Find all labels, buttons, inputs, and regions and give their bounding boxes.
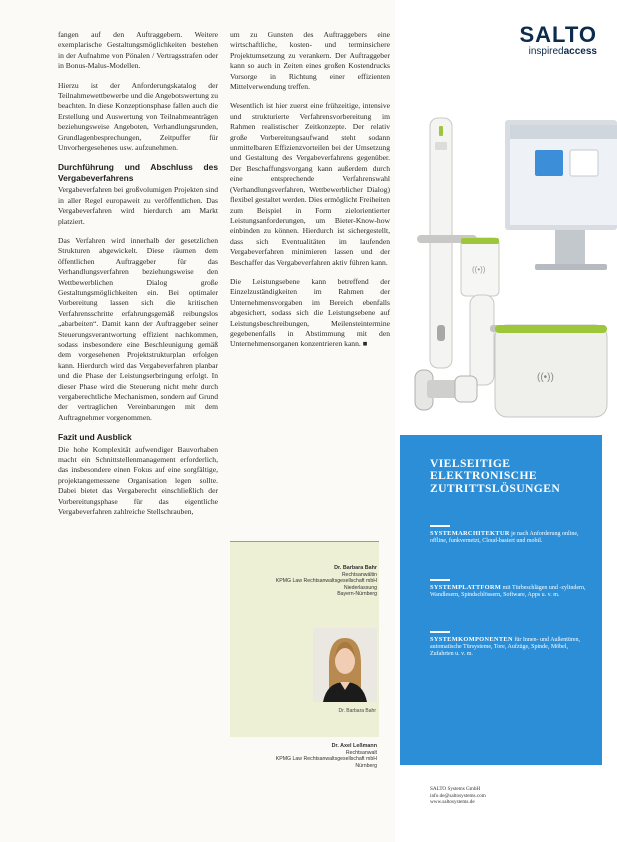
paragraph: Das Verfahren wird innerhalb der gesetzlichen Strukturen abgewickelt. Diese räumen dem öffentlichen Auftraggeber für das Verhandlungsverfahren beziehungsweise den Wettbewerblichen Dialog große Gestaltungsmöglichkeiten ein. Bei optimaler Vorbereitung lassen sich die kritischen Verfahrensschritte erfahrungsgemäß reibungslos „abarbeiten“. Damit kann der Auftraggeber seiner Steuerungsverantwortung effizient nachkommen, sodass insbesondere eine Beschleunigung gemäß dem vorgesehenen Projektstrukturplan erfolgen kann. Hierdurch wird das Vergabeverfahren planbar und die Phase der Leistungserbringung erfolgt. In dieser Phase wird die Steuerung nicht mehr durch vergaberechtliche Mechanismen, sondern auf Grund der vertraglichen Vereinbarungen mit dem Auftragnehmer vorgenommen. [58,235,218,422]
author-city: Bayern-Nürnberg [337,591,377,598]
svg-text:((•)): ((•)) [537,372,554,383]
feature-title: SYSTEMKOMPONENTEN [430,635,513,643]
paragraph: Wesentlich ist hier zuerst eine frühzeitige, intensive und strukturierte Verfahrensvorbereitung im Rahmen realistischer Zeitkonzepte. Der relativ große Vorbereitungsaufwand steht sodann unmittelbaren Effizienzvorteilen bei der Umsetzung und Gestaltung des Vergabeverfahrens gegenüber. Der Beschaffungsvorgang kann außerdem durch eine entsprechende Verfahrenswahl (Verhandlungsverfahren, Wettbewerblicher Dialog) flexibel gestaltet werden. Dies ermöglicht Freiheiten zum Beispiel in Form zielorientierter Leistungsanforderungen, um Bieter-Know-how einbinden zu können. Hierdurch ist sichergestellt, dass sich Eventualitäten im laufenden Vergabeverfahren minimieren lassen und der Beschaffer das Vergabeverfahren aktiv führen kann. [230,101,390,267]
author-role: Rechtsanwältin [341,571,377,578]
paragraph: fangen auf den Auftraggebern. Weitere exemplarische Gestaltungsmöglichkeiten bestehen in der Aufnahme von Pönalen / Vertragsstrafen oder in Bonus-Malus-Modellen. [58,30,218,71]
feature-item [430,525,590,545]
section-heading: Durchführung und Abschluss des Vergabeverfahrens [58,162,218,183]
ad-headline: VIELSEITIGE ELEKTRONISCHE ZUTRITTSLÖSUNGEN [430,457,561,495]
section-heading: Fazit und Ausblick [58,432,132,443]
ad-contact [430,786,486,806]
author-name: Dr. Axel Leßmann [331,743,377,749]
feature-item [430,631,590,659]
brand-tagline: inspiredaccess [528,46,597,57]
feature-item [430,579,590,599]
paragraph: um zu Gunsten des Auftraggebers eine wirtschaftliche, kosten- und terminsichere Projektumsetzung zu verankern. Der Auftraggeber kann so auch in Zeiten eines großen Kostendrucks Vorsorge in Richtung einer effizienten Mittelverwendung treffen. [230,30,390,92]
product-illustration [395,80,617,420]
feature-text: für Innen- und Außentüren, automatische Türsysteme, Tore, Aufzüge, Spinde, Möbel, Zufahrten u. v. m. [430,636,581,658]
divider [230,541,379,542]
feature-text: mit Türbeschlägen und -zylindern, Wandlesern, Spindschlössern, Software, Apps u. v. m. [430,584,586,598]
author-photo [313,628,377,702]
article-column-2 [230,30,390,359]
feature-text: je nach Anforderung online, offline, funkvernetzt, Cloud-basiert und mobil. [430,530,579,544]
paragraph: Hierzu ist der Anforderungskatalog der Teilnahmewettbewerbe und die Angebotswertung zu beachten. In diese Konzeptionsphase fallen auch die Erstellung und Auswertung von Teilnahmeanträgen beziehungsweise Angeboten, Verhandlungsrunden, Grundlagenbesprechungen, Zeitpuffer für Unvorhergesehenes usw. aufzunehmen. [58,80,218,153]
author-block [276,565,377,598]
divider [430,525,450,527]
author-block [276,743,377,769]
brand-name: SALTO [519,22,597,47]
author-name: Dr. Barbara Bahr [334,565,377,571]
author-city: Nürnberg [355,762,377,769]
portrait-image [313,628,377,702]
contact-line: SALTO Systems GmbH [430,786,481,792]
photo-caption: Dr. Barbara Bahr [338,708,376,714]
svg-text:((•)): ((•)) [472,265,486,274]
author-firm: KPMG Law Rechtsanwaltsgesellschaft mbH [275,756,377,763]
feature-title: SYSTEMPLATTFORM [430,583,502,591]
paragraph: Die hohe Komplexität aufwendiger Bauvorhaben macht ein Schnittstellenmanagement erforderlich, das insbesondere einen Fokus auf eine sorgfältige, projektangemessene Organisation legen sollte. Dabei bietet das Vergaberecht einschließlich der Vorbereitungsphase für das eigentliche Vergabeverfahren zahlreiche Stellschrauben, [58,444,218,517]
paragraph: Vergabeverfahren bei großvolumigen Projekten sind in aller Regel europaweit zu veröffentlichen. Das Vergabeverfahren wird hierdurch am Markt platziert. [58,185,218,226]
author-city: Niederlassung [343,584,377,591]
feature-title: SYSTEMARCHITEKTUR [430,529,510,537]
author-firm: KPMG Law Rechtsanwaltsgesellschaft mbH [275,578,377,585]
feature-panel [400,435,602,765]
author-role: Rechtsanwalt [345,749,377,756]
paragraph: Die Leistungsebene kann betreffend der Einzelzuständigkeiten im Rahmen der Unternehmensvorgaben im Bereich ebenfalls abgesichert, sodass sich die Leistungsebene auf Leistungsbeschreibungen, Meilensteintermine gegebenenfalls in Abstimmung mit den Unternehmensorganen konzentrieren kann. ■ [230,276,390,349]
brand-logo [519,22,597,57]
article-column-1 [58,30,218,526]
contact-line: www.saltosystems.de [430,799,475,806]
divider [430,631,450,633]
divider [430,579,450,581]
contact-line: info.de@saltosystems.com [430,792,486,799]
